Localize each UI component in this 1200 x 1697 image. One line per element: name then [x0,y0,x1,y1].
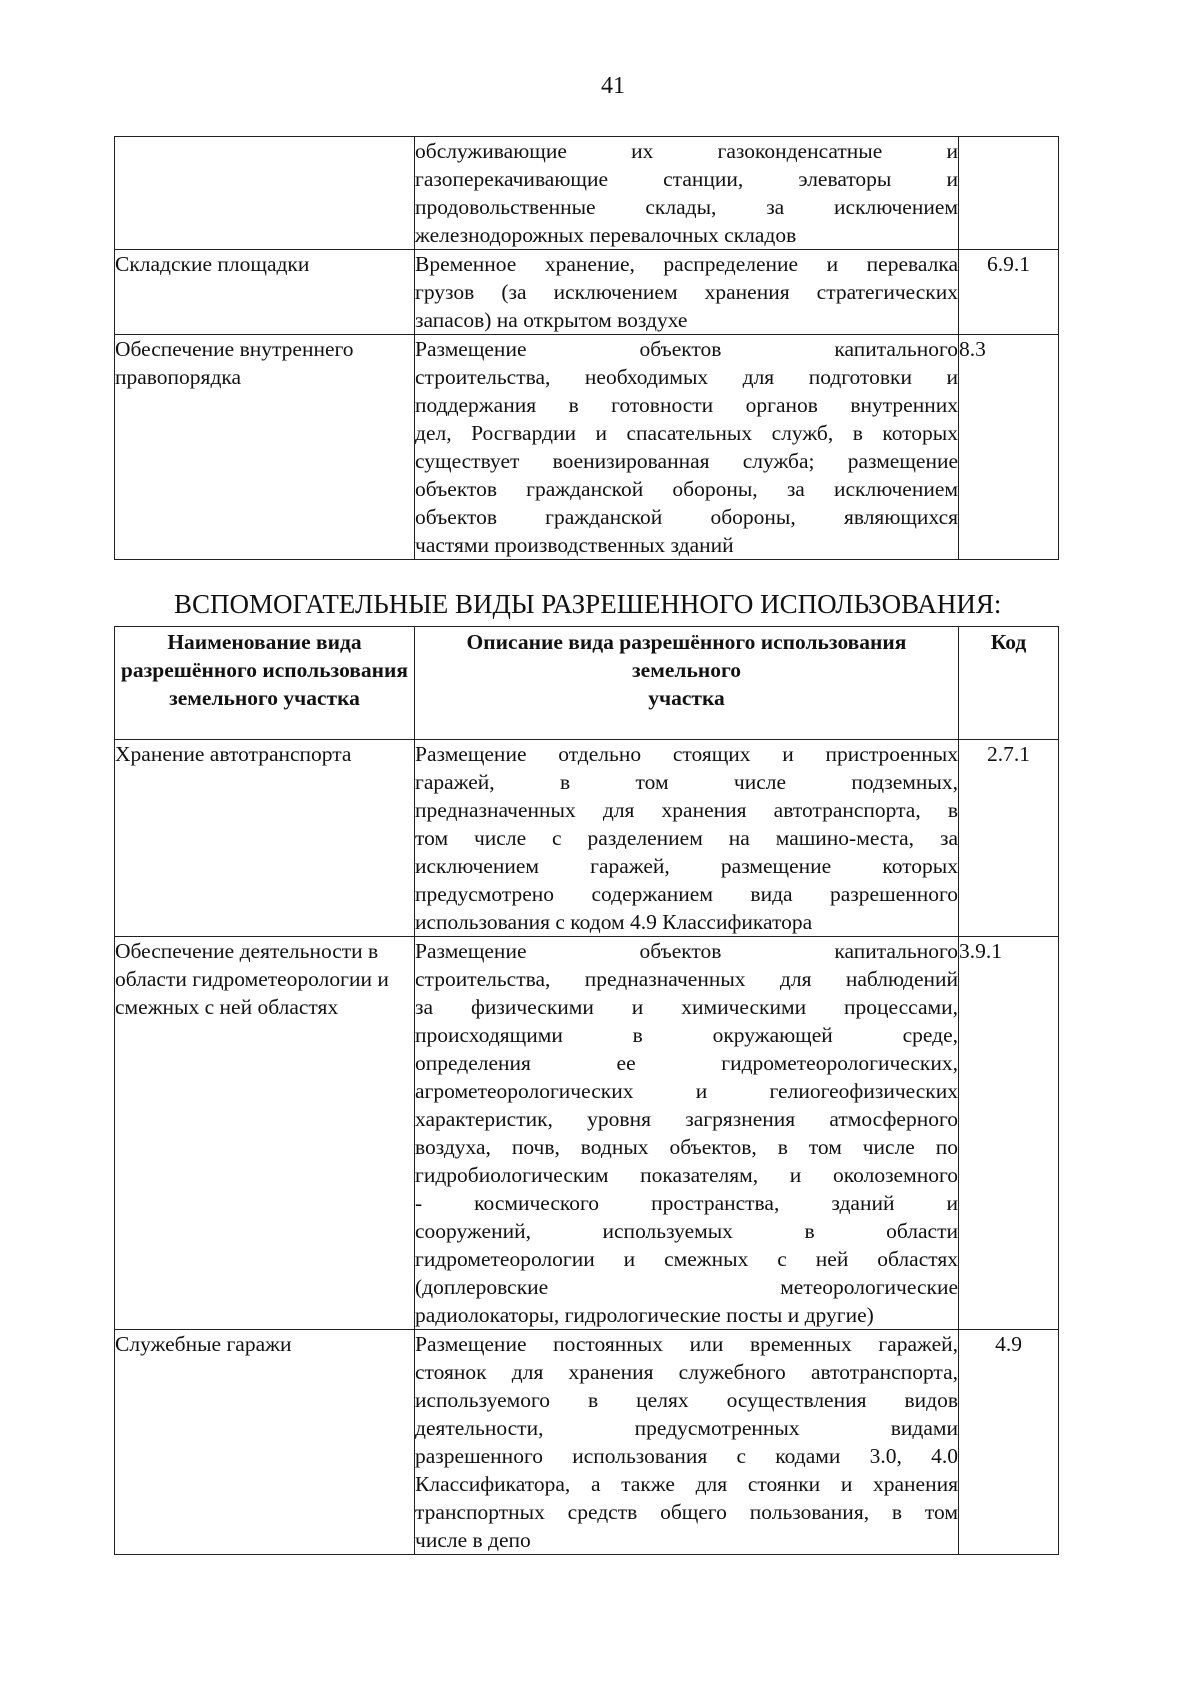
description-line: продовольственные склады, за исключением [415,195,958,219]
description-line: гидробиологическим показателям, и околоземного [415,1163,958,1187]
table-row [115,1330,1059,1555]
description-line: транспортных средств общего пользования, в том [415,1500,958,1524]
description-line: определения ее гидрометеорологических, [415,1051,958,1075]
description-line: том числе с разделением на машино-места, за [415,826,958,850]
description-line: радиолокаторы, гидрологические посты и другие) [415,1303,874,1327]
description-line: стоянок для хранения служебного автотранспорта, [415,1360,958,1384]
description-line: агрометеорологических и гелиогеофизических [415,1079,958,1103]
description-line: строительства, предназначенных для наблюдений [415,967,958,991]
description-line: частями производственных зданий [415,533,734,557]
header-use-name: Наименование вида разрешённого использования земельного участка [115,627,415,740]
table-row [115,250,1059,335]
description-line: обслуживающие их газоконденсатные и [415,139,958,163]
description-line: запасов) на открытом воздухе [415,308,688,332]
use-description-cell [415,335,959,560]
description-line: объектов гражданской обороны, за исключением [415,477,958,501]
description-line: объектов гражданской обороны, являющихся [415,505,958,529]
use-code-cell: 3.9.1 [959,937,1059,1330]
description-line: Классификатора, а также для стоянки и хранения [415,1472,958,1496]
use-name-cell: Хранение автотранспорта [115,740,415,937]
description-line: (доплеровские метеорологические [415,1275,958,1299]
use-name-cell: Обеспечение деятельности в области гидрометеорологии и смежных с ней областях [115,937,415,1330]
header-line: участка [648,686,725,710]
table-row [115,937,1059,1330]
description-line: гидрометеорологии и смежных с ней областях [415,1247,958,1271]
description-line: поддержания в готовности органов внутренних [415,393,958,417]
description-line: Размещение объектов капитального [415,939,958,963]
use-description-cell [415,137,959,250]
description-line: Временное хранение, распределение и перевалка [415,252,958,276]
description-line: предусмотрено содержанием вида разрешенного [415,882,958,906]
description-line: используемого в целях осуществления видов [415,1388,958,1412]
header-use-description [415,627,959,740]
page-number: 41 [601,73,625,99]
use-name-cell: Складские площадки [115,250,415,335]
description-line: гаражей, в том числе подземных, [415,770,958,794]
description-line: Размещение отдельно стоящих и пристроенных [415,742,958,766]
use-name-cell [115,137,415,250]
use-code-cell: 2.7.1 [959,740,1059,937]
table-row [115,740,1059,937]
description-line: сооружений, используемых в области [415,1219,958,1243]
use-code-cell: 6.9.1 [959,250,1059,335]
description-line: - космического пространства, зданий и [415,1191,958,1215]
description-line: газоперекачивающие станции, элеваторы и [415,167,958,191]
header-code: Код [959,627,1059,740]
use-description-cell [415,250,959,335]
header-line: Описание вида разрешённого использования [466,630,907,654]
description-line: характеристик, уровня загрязнения атмосферного [415,1107,958,1131]
description-line: грузов (за исключением хранения стратегических [415,280,958,304]
description-line: за физическими и химическими процессами, [415,995,958,1019]
description-line: существует военизированная служба; размещение [415,449,958,473]
description-line: деятельности, предусмотренных видами [415,1416,958,1440]
table-row [115,137,1059,250]
use-description-cell [415,1330,959,1555]
table-row [115,335,1059,560]
use-code-cell [959,137,1059,250]
description-line: числе в депо [415,1528,531,1552]
description-line: разрешенного использования с кодами 3.0, 4.0 [415,1444,958,1468]
auxiliary-uses-table [114,626,1059,1555]
use-code-cell: 4.9 [959,1330,1059,1555]
description-line: Размещение объектов капитального [415,337,958,361]
table-header-row [115,627,1059,740]
description-line: дел, Росгвардии и спасательных служб, в которых [415,421,958,445]
description-line: происходящими в окружающей среде, [415,1023,958,1047]
description-line: Размещение постоянных или временных гаражей, [415,1332,958,1356]
description-line: строительства, необходимых для подготовки и [415,365,958,389]
section-heading: ВСПОМОГАТЕЛЬНЫЕ ВИДЫ РАЗРЕШЕННОГО ИСПОЛЬЗОВАНИЯ: [174,589,1002,619]
description-line: железнодорожных перевалочных складов [415,223,797,247]
use-name-cell: Служебные гаражи [115,1330,415,1555]
permitted-uses-table-continued [114,136,1059,560]
use-code-cell: 8.3 [959,335,1059,560]
description-line: использования с кодом 4.9 Классификатора [415,910,813,934]
description-line: предназначенных для хранения автотранспорта, в [415,798,958,822]
use-name-cell: Обеспечение внутреннего правопорядка [115,335,415,560]
description-line: воздуха, почв, водных объектов, в том числе по [415,1135,958,1159]
use-description-cell [415,740,959,937]
use-description-cell [415,937,959,1330]
header-line: земельного [632,658,741,682]
description-line: исключением гаражей, размещение которых [415,854,958,878]
